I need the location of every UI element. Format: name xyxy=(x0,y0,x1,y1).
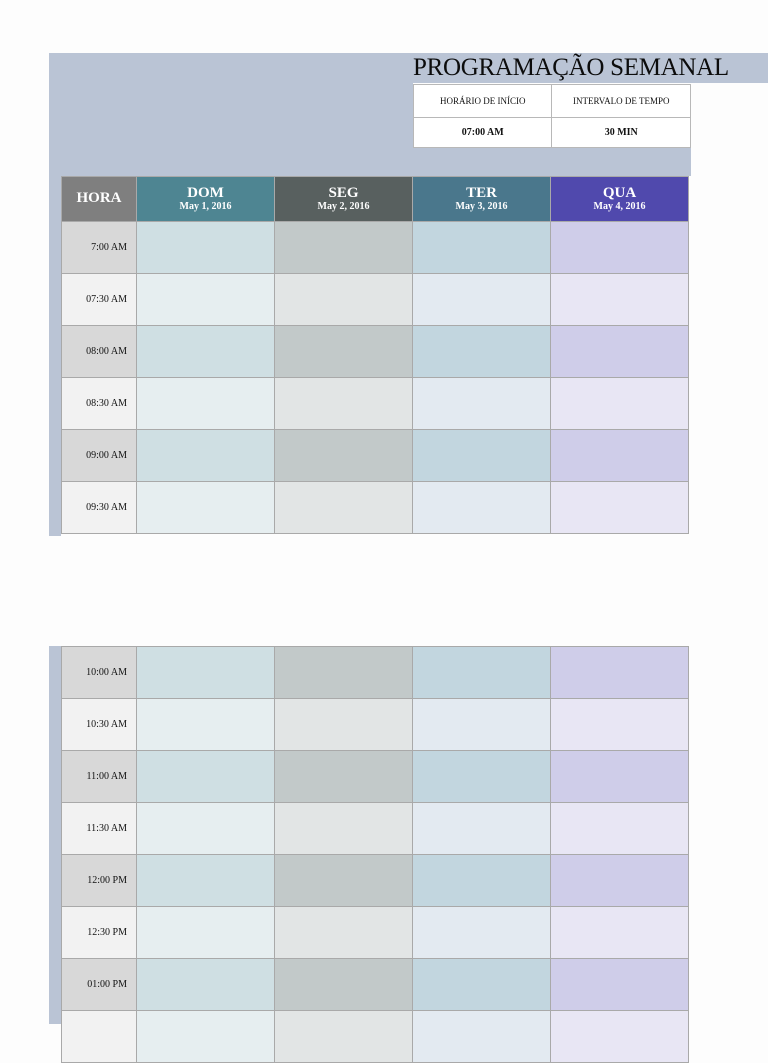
time-row xyxy=(62,1011,689,1063)
schedule-cell[interactable] xyxy=(551,482,689,534)
time-label: 07:30 AM xyxy=(62,274,137,326)
time-row xyxy=(62,699,689,751)
schedule-cell[interactable] xyxy=(275,959,413,1011)
schedule-cell[interactable] xyxy=(137,855,275,907)
schedule-cell[interactable] xyxy=(275,855,413,907)
schedule-cell[interactable] xyxy=(275,274,413,326)
start-time-value[interactable]: 07:00 AM xyxy=(414,117,552,147)
schedule-cell[interactable] xyxy=(275,378,413,430)
day-name: QUA xyxy=(602,184,637,201)
schedule-cell[interactable] xyxy=(137,378,275,430)
schedule-cell[interactable] xyxy=(413,803,551,855)
schedule-cell[interactable] xyxy=(275,647,413,699)
time-label: 11:00 AM xyxy=(62,751,137,803)
schedule-cell[interactable] xyxy=(137,222,275,274)
time-label: 10:30 AM xyxy=(62,699,137,751)
start-time-label: HORÁRIO DE INÍCIO xyxy=(414,85,552,118)
schedule-cell[interactable] xyxy=(413,855,551,907)
time-label: 01:00 PM xyxy=(62,959,137,1011)
schedule-cell[interactable] xyxy=(551,803,689,855)
header-band-right xyxy=(413,148,691,176)
schedule-cell[interactable] xyxy=(551,378,689,430)
schedule-cell[interactable] xyxy=(551,1011,689,1063)
time-row xyxy=(62,274,689,326)
schedule-cell[interactable] xyxy=(137,751,275,803)
time-label: 7:00 AM xyxy=(62,222,137,274)
schedule-cell[interactable] xyxy=(551,959,689,1011)
schedule-cell[interactable] xyxy=(137,803,275,855)
schedule-cell[interactable] xyxy=(275,222,413,274)
time-label xyxy=(62,1011,137,1063)
time-row xyxy=(62,222,689,274)
time-row xyxy=(62,855,689,907)
side-strip xyxy=(49,646,61,1024)
schedule-cell[interactable] xyxy=(551,430,689,482)
day-header-ter xyxy=(413,177,551,222)
schedule-cell[interactable] xyxy=(275,1011,413,1063)
schedule-cell[interactable] xyxy=(413,699,551,751)
hour-column-header: HORA xyxy=(62,177,137,222)
time-label: 11:30 AM xyxy=(62,803,137,855)
schedule-cell[interactable] xyxy=(413,1011,551,1063)
day-date: May 1, 2016 xyxy=(179,200,232,212)
schedule-cell[interactable] xyxy=(413,647,551,699)
interval-value[interactable]: 30 MIN xyxy=(552,117,691,147)
schedule-grid-continued xyxy=(61,646,689,1063)
schedule-cell[interactable] xyxy=(413,274,551,326)
schedule-cell[interactable] xyxy=(551,907,689,959)
schedule-cell[interactable] xyxy=(413,378,551,430)
schedule-cell[interactable] xyxy=(275,803,413,855)
time-row xyxy=(62,430,689,482)
interval-label: INTERVALO DE TEMPO xyxy=(552,85,691,118)
day-date: May 2, 2016 xyxy=(317,200,370,212)
schedule-cell[interactable] xyxy=(137,274,275,326)
day-date: May 3, 2016 xyxy=(455,200,508,212)
day-name: SEG xyxy=(328,184,359,201)
schedule-cell[interactable] xyxy=(137,699,275,751)
day-date: May 4, 2016 xyxy=(593,200,646,212)
schedule-cell[interactable] xyxy=(413,907,551,959)
schedule-cell[interactable] xyxy=(137,907,275,959)
schedule-cell[interactable] xyxy=(413,222,551,274)
schedule-cell[interactable] xyxy=(551,855,689,907)
time-label: 12:30 PM xyxy=(62,907,137,959)
schedule-cell[interactable] xyxy=(413,959,551,1011)
time-row xyxy=(62,751,689,803)
time-row xyxy=(62,647,689,699)
page-title: PROGRAMAÇÃO SEMANAL xyxy=(413,54,729,81)
schedule-cell[interactable] xyxy=(137,959,275,1011)
schedule-cell[interactable] xyxy=(275,699,413,751)
day-header-qua xyxy=(551,177,689,222)
time-label: 12:00 PM xyxy=(62,855,137,907)
schedule-cell[interactable] xyxy=(275,751,413,803)
header-band xyxy=(49,83,413,176)
time-row xyxy=(62,803,689,855)
schedule-grid xyxy=(61,176,689,534)
schedule-cell[interactable] xyxy=(137,326,275,378)
time-row xyxy=(62,959,689,1011)
day-name: TER xyxy=(466,184,497,201)
time-label: 09:30 AM xyxy=(62,482,137,534)
time-label: 10:00 AM xyxy=(62,647,137,699)
schedule-cell[interactable] xyxy=(275,482,413,534)
day-header-dom xyxy=(137,177,275,222)
schedule-cell[interactable] xyxy=(551,647,689,699)
schedule-cell[interactable] xyxy=(275,326,413,378)
schedule-cell[interactable] xyxy=(137,430,275,482)
schedule-cell[interactable] xyxy=(413,751,551,803)
schedule-cell[interactable] xyxy=(137,482,275,534)
schedule-cell[interactable] xyxy=(413,326,551,378)
day-header-seg xyxy=(275,177,413,222)
time-row xyxy=(62,907,689,959)
schedule-cell[interactable] xyxy=(275,907,413,959)
schedule-cell[interactable] xyxy=(413,482,551,534)
time-row xyxy=(62,482,689,534)
schedule-cell[interactable] xyxy=(275,430,413,482)
schedule-cell[interactable] xyxy=(551,326,689,378)
schedule-cell[interactable] xyxy=(137,1011,275,1063)
time-label: 08:00 AM xyxy=(62,326,137,378)
schedule-cell[interactable] xyxy=(137,647,275,699)
time-row xyxy=(62,378,689,430)
time-row xyxy=(62,326,689,378)
schedule-cell[interactable] xyxy=(413,430,551,482)
schedule-cell[interactable] xyxy=(551,699,689,751)
side-strip xyxy=(49,176,61,536)
day-name: DOM xyxy=(187,184,224,201)
schedule-cell[interactable] xyxy=(551,222,689,274)
schedule-cell[interactable] xyxy=(551,274,689,326)
settings-table xyxy=(413,84,691,148)
time-label: 09:00 AM xyxy=(62,430,137,482)
schedule-cell[interactable] xyxy=(551,751,689,803)
time-label: 08:30 AM xyxy=(62,378,137,430)
